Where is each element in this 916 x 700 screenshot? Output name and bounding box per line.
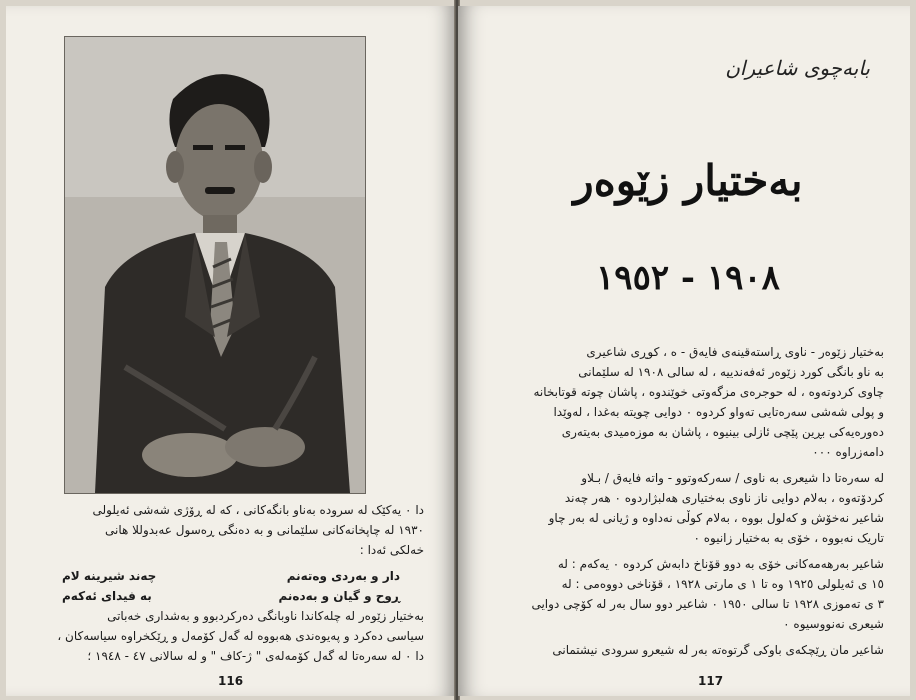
page-number: 116 (218, 674, 244, 688)
paragraph (38, 500, 424, 560)
text-line: سیاسی دەکرد و پەیوەندی هەبووە لە گەل کۆمەل و ڕێکخراوە سیاسەکان ، (57, 629, 424, 643)
text-line: تاریک نەبووە ، خۆی بە بەختیار زانیوە ٠ (693, 531, 884, 545)
paragraph (38, 606, 424, 666)
portrait-photo (64, 36, 366, 494)
page-title: بەختیار زێوەر (573, 156, 803, 205)
text-line: چاوی کردوتەوە ، لە حوجرەی مزگەوتی خوێندوە ، پاشان چوتە قوتابخانە (533, 385, 884, 399)
text-line: شاعیر مان ڕێچکەی باوکی گرتوەتە بەر لە شیعرو سرودی نیشتمانی (552, 643, 884, 657)
text-line: ٣ ی تەموزی ١٩٢٨ تا سالی ١٩٥٠ ٠ شاعیر دوو سال بەر لە کۆچی دوایی (531, 597, 884, 611)
portrait-illustration (65, 37, 365, 493)
poem-line (38, 566, 424, 586)
text-line: خەلکی ئەدا : (359, 543, 424, 557)
paragraph (486, 640, 884, 660)
left-body-text (38, 500, 424, 672)
running-header: بابەچوی شاعیران (725, 56, 870, 80)
poem-hemistich: بە فیدای ئەکەم (62, 589, 152, 603)
text-line: بە ناو بانگی کورد زێوەر ئەفەندییە ، لە سالی ١٩٠٨ لە سلێمانی (578, 365, 884, 379)
paragraph (486, 468, 884, 548)
text-line: ١٩٣٠ لە چاپخانەکانی سلێمانی و بە دەنگی ڕەسول عەبدوللا هانی (104, 523, 424, 537)
text-line: دامەزراوە ٠٠٠ (812, 445, 884, 459)
text-line: دا ٠ یەکێک لە سرودە بەناو بانگەکانی ، کە لە ڕۆژی شەشی ئەیلولی (92, 503, 424, 517)
text-line: ١٥ ی ئەیلولی ١٩٢٥ وە تا ١ ی مارتی ١٩٢٨ ، قۆناخی دووەمی : لە (561, 577, 884, 591)
text-line: شاعیر نەخۆش و کەلول بووە ، بەلام کوڵی نەداوە و ژیانی لە بەر چاو (548, 511, 884, 525)
poem-hemistich: دار و بەردی وەتەنم (286, 569, 400, 583)
text-line: شاعیر بەرهەمەکانی خۆی بە دوو قۆناخ دابەش کردوە ٠ یەکەم : لە (557, 557, 884, 571)
text-line: بەختیار زێوەر - ناوی ڕاستەقینەی فایەق - ە ، کوڕی شاعیری (586, 345, 884, 359)
text-line: بەختیار زێوەر لە چلەکاندا ناوبانگی دەرکردبوو و بەشداری خەباتی (107, 609, 424, 623)
text-line: دا ٠ لە سەرەتا لە گەل کۆمەلەی " ژ-کاف " و لە سالانی ٤٧ - ١٩٤٨ ؛ (87, 649, 424, 663)
text-line: لە سەرەتا دا شیعری بە ناوی / سەرکەوتوو - واتە فایەق / بـلاو (581, 471, 884, 485)
text-line: شیعری نەنووسیوە ٠ (783, 617, 884, 631)
poem-line (38, 586, 424, 606)
text-line: کردۆتەوە ، بەلام دوایی ناز ناوی بەختیاری هەلبژاردوە ٠ هەر چەند (564, 491, 884, 505)
paragraph (486, 554, 884, 634)
life-years: ١٩٠٨ - ١٩٥٢ (596, 258, 780, 298)
paragraph (486, 342, 884, 462)
poem-hemistich: چەند شیرینە لام (62, 569, 157, 583)
right-body-text (486, 342, 884, 666)
text-line: دەورەیەکی بڕین پێچی ئازلی بینیوە ، پاشان بە موزەمیدی بەیتەری (561, 425, 884, 439)
poem-hemistich: ڕوح و گیان و بەدەنم (278, 589, 400, 603)
left-page (6, 6, 456, 696)
text-line: و پولی شەشی سەرەتایی تەواو کردوە ٠ دوایی چویتە بەغدا ، لەوێدا (553, 405, 884, 419)
page-number: 117 (698, 674, 724, 688)
right-page (458, 6, 910, 696)
